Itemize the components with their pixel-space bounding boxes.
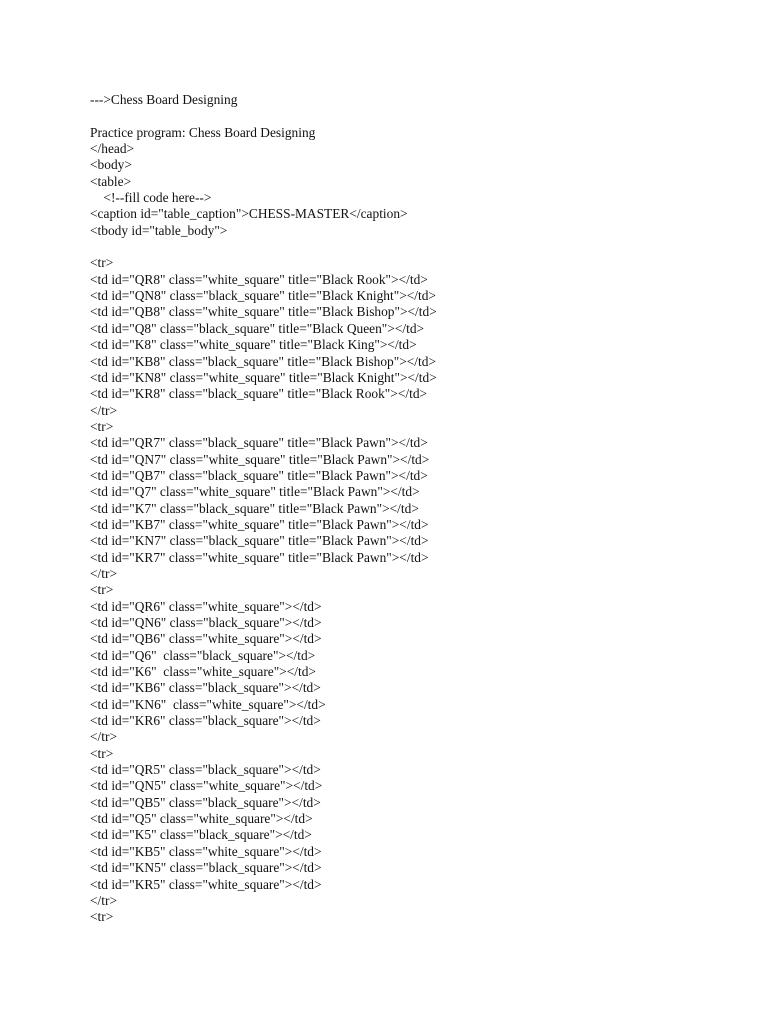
code-line: </tr>	[90, 402, 118, 418]
code-line: <td id="Q8" class="black_square" title="Black Queen"></td>	[90, 320, 425, 336]
code-line: <td id="KR6" class="black_square"></td>	[90, 713, 321, 729]
code-line: <td id="K5" class="black_square"></td>	[90, 827, 312, 843]
code-line: <td id="KN8" class="white_square" title="Black Knight"></td>	[90, 369, 437, 385]
code-line: <td id="QR8" class="white_square" title="Black Rook"></td>	[90, 271, 428, 287]
code-line: <tr>	[90, 255, 114, 271]
code-line: <td id="KB5" class="white_square"></td>	[90, 843, 322, 859]
code-line: </tr>	[90, 565, 118, 581]
code-line: <td id="KR8" class="black_square" title="Black Rook"></td>	[90, 386, 428, 402]
code-line: <td id="QN8" class="black_square" title="Black Knight"></td>	[90, 288, 436, 304]
code-line: <td id="KN7" class="black_square" title="Black Pawn"></td>	[90, 533, 429, 549]
code-block	[90, 141, 750, 926]
code-line: <caption id="table_caption">CHESS-MASTER</caption>	[90, 206, 408, 222]
code-line: <td id="QR5" class="black_square"></td>	[90, 762, 321, 778]
code-line: <td id="QN7" class="white_square" title="Black Pawn"></td>	[90, 451, 430, 467]
code-line: <td id="Q7" class="white_square" title="Black Pawn"></td>	[90, 484, 420, 500]
code-line: <td id="QN6" class="black_square"></td>	[90, 615, 322, 630]
document-heading: --->Chess Board Designing	[90, 92, 238, 107]
code-line: <td id="KB8" class="black_square" title="Black Bishop"></td>	[90, 353, 436, 369]
code-line: <tr>	[90, 745, 114, 761]
code-line: <td id="Q5" class="white_square"></td>	[90, 811, 313, 827]
code-line: <td id="QB6" class="white_square"></td>	[90, 631, 322, 647]
blank-line	[90, 108, 750, 124]
document-intro: Practice program: Chess Board Designing	[90, 124, 316, 140]
code-line: </head>	[90, 141, 135, 157]
code-line: </tr>	[90, 729, 118, 745]
code-line: <tr>	[90, 909, 114, 925]
document-page	[90, 92, 750, 926]
code-line: <td id="QR6" class="white_square"></td>	[90, 598, 322, 614]
code-line: <td id="QR7" class="black_square" title="Black Pawn"></td>	[90, 435, 428, 451]
code-line: <td id="KR7" class="white_square" title="Black Pawn"></td>	[90, 549, 429, 565]
code-line: <tbody id="table_body">	[90, 222, 228, 238]
code-line: <!--fill code here-->	[90, 190, 212, 206]
code-line: <td id="KB6" class="black_square"></td>	[90, 680, 321, 696]
code-line: <td id="Q6" class="black_square"></td>	[90, 647, 316, 663]
code-line: <td id="KN5" class="black_square"></td>	[90, 860, 322, 876]
code-line: <table>	[90, 173, 132, 189]
code-line: </tr>	[90, 892, 118, 908]
code-line: <td id="KR5" class="white_square"></td>	[90, 876, 322, 892]
code-line: <td id="QN5" class="white_square"></td>	[90, 778, 323, 794]
code-line: <tr>	[90, 582, 114, 598]
code-line: <body>	[90, 157, 132, 173]
code-line	[90, 239, 750, 255]
code-line: <td id="QB8" class="white_square" title="Black Bishop"></td>	[90, 304, 437, 320]
code-line: <td id="QB7" class="black_square" title="Black Pawn"></td>	[90, 467, 428, 483]
code-line: <td id="KN6" class="white_square"></td>	[90, 696, 326, 712]
code-line: <td id="KB7" class="white_square" title="Black Pawn"></td>	[90, 516, 429, 532]
code-line: <td id="K7" class="black_square" title="Black Pawn"></td>	[90, 500, 419, 516]
code-line: <td id="K8" class="white_square" title="Black King"></td>	[90, 337, 417, 353]
code-line: <td id="K6" class="white_square"></td>	[90, 664, 316, 680]
code-line: <tr>	[90, 418, 114, 434]
code-line: <td id="QB5" class="black_square"></td>	[90, 794, 321, 810]
